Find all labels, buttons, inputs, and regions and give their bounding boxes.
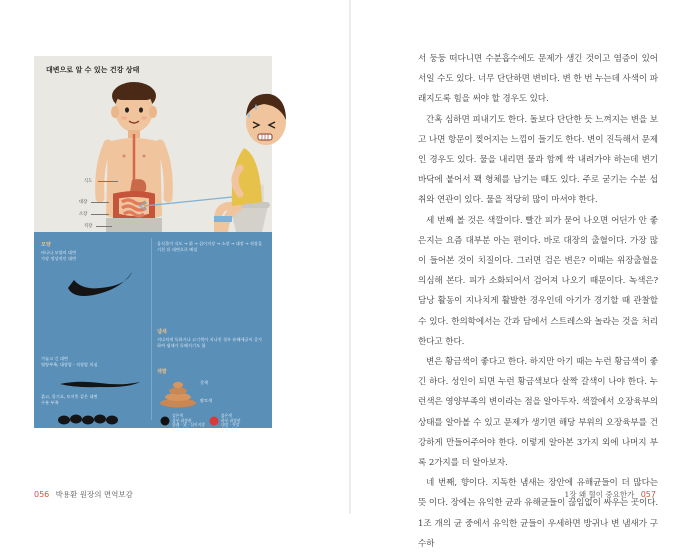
thin-stool-icon xyxy=(58,378,142,390)
smell-text: 지나치게 독하거나 고기썩이 지나친 경우 유해세균이 증가하여 냄새가 독해지기도 함 xyxy=(157,337,263,349)
black-dot-icon xyxy=(160,416,170,426)
sitting-boy xyxy=(214,94,286,232)
body-paragraph-2: 간혹 심하면 피내기도 한다. 돌보다 단단한 듯 느껴지는 변을 보 고 나면 항문이 찢어지는 느낌이 들기도 한다. 변이 진득해서 문제 인 경우도 있다. 물을 내리면 물과 함께 싹 내려가야 하는데 변기 바닥에 붙어서 꽥 형체를 남기는 때도 있다. 주로 굳기는 수분 섭 취와 연관이 있다. 물을 적당히 많이 마셔야 한다. xyxy=(418,114,658,206)
body-paragraph-5: 네 번째, 향이다. 지독한 냄새는 장안에 유해균들이 더 많다는 뜻 이다. 장에는 유익한 균과 유해균들이 끊임없이 싸우는 곳이다. 1조 개의 균 중에서 유익한 균들이 우세하면 방귀나 변 냄새가 구수하 xyxy=(418,478,658,549)
shape-item-desc: 가장 정상적인 대변 xyxy=(41,256,77,262)
page-gutter xyxy=(349,0,351,514)
black-dot-note: 검은색 상부 위장관 위궤 · 위 · 십이지장 출혈 의심 xyxy=(172,413,205,432)
right-chapter-title: 1장 왜 혈이 중요한가 xyxy=(564,490,635,499)
banana-stool-icon xyxy=(64,266,136,300)
brown-stool-icon xyxy=(158,378,198,408)
body-text-column xyxy=(418,49,658,554)
shape-item-title: 묽고, 물기요, 토끼똥 같은 대변 xyxy=(41,394,98,399)
figure-illustration xyxy=(34,56,272,232)
left-page-footer xyxy=(34,489,133,500)
left-page-number: 056 xyxy=(34,490,50,499)
color-heading: 색깔 xyxy=(157,369,167,375)
shape-item-3 xyxy=(41,394,141,406)
pellet-stool-icon xyxy=(56,412,126,426)
shape-heading: 모양 xyxy=(41,242,51,248)
info-panel xyxy=(34,232,272,428)
body-paragraph-1: 서 둥둥 떠다니면 수분흡수에도 문제가 생긴 것이고 염증이 있어 서일 수도 있다. 너무 단단하면 변비다. 변 한 번 누는데 사색이 파 래지도록 힘을 써야 할 경우도 있다. xyxy=(418,54,658,105)
shape-item-title: 바나나 모양의 대변 xyxy=(41,250,77,255)
red-dot-note: 붉은색 하부 위장관 대장 · 직장 출혈 의심 xyxy=(221,413,241,432)
left-book-title: 박용환 원장의 면역보감 xyxy=(55,490,133,499)
label-small-intestine: 소장 xyxy=(79,212,88,217)
shape-item-desc: 수분 부족 xyxy=(41,400,59,406)
right-page-number: 057 xyxy=(640,490,656,499)
label-esophagus: 식도 xyxy=(84,179,93,184)
label-large-intestine: 대장 xyxy=(79,200,88,205)
shape-item-1 xyxy=(41,250,141,262)
digestive-route-text: 음식물이 식도 → 위 → 십이지장 → 소장 → 대장 → 직장을 거친 뒤 대변으로 배설 xyxy=(157,241,262,253)
infographic-title: 대변으로 알 수 있는 건강 상태 xyxy=(46,66,140,74)
body-paragraph-4: 변은 황금색이 좋다고 한다. 하지만 아기 때는 누런 황금색이 좋 긴 하다. 성인이 되면 누런 황금색보다 살짝 갈색이 나야 한다. 누 런색은 영양부족의 변이라는 점을 알아두자. 색깔에서 오장육부의 상태를 알아볼 수 있고 문제가 생기면 해당 부위의 오장육부를 건 강하게 만들어주어야 한다. 이렇게 알아본 3가지 외에 나머지 부 록 2가지를 더 알아보자. xyxy=(418,357,658,469)
boys-illustration xyxy=(34,56,272,232)
body-paragraph-3: 세 번째 볼 것은 색깔이다. 빨간 피가 묻어 나오면 어딘가 안 좋 은지는 요즘 대부분 아는 편이다. 바로 대장의 출혈이다. 가장 많 이 들어본 것이 치질이다. 그러면 검은 변은? 이때는 위장출혈을 의심해 본다. 피가 소화되어서 검어져 나오기 때문이다. 녹색은? 담낭 활동이 지나치게 활발한 경우인데 아기가 경기할 때 관찰할 수 있다. 한의학에서는 간과 담에서 스트레스와 놀라는 것을 처리 한다고 한다. xyxy=(418,215,658,347)
panel-divider xyxy=(151,238,152,420)
color-label-brown: 갈색 xyxy=(200,380,209,385)
label-rectum: 직장 xyxy=(84,224,93,229)
shape-item-desc: 영양부족, 대장암 · 직장암 의심 xyxy=(41,362,98,368)
color-label-ochre: 황토색 xyxy=(200,398,213,403)
smell-heading: 냄새 xyxy=(157,329,167,335)
shape-item-title: 가늘고 긴 대변 xyxy=(41,356,68,361)
right-page-footer xyxy=(564,489,656,500)
health-infographic xyxy=(34,56,272,432)
standing-boy xyxy=(100,82,169,232)
shape-item-2 xyxy=(41,356,141,368)
